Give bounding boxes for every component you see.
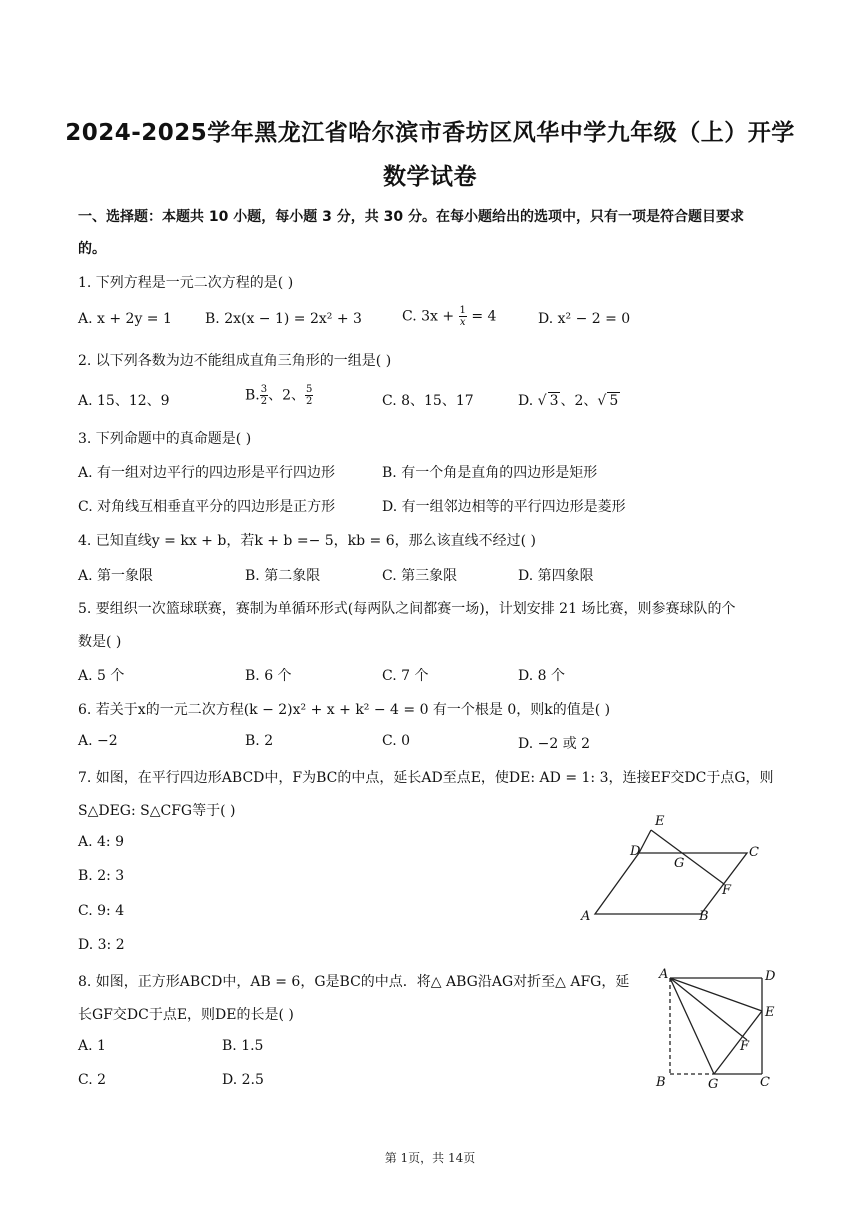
fraction-denominator: 2 (260, 396, 268, 407)
page-footer: 第 1页，共 14页 (384, 1151, 476, 1165)
q6-option-a: A. −2 (78, 733, 118, 749)
q8-label-f: F (740, 1039, 750, 1054)
q8-label-a: A (659, 967, 669, 982)
q8-label-d: D (765, 969, 776, 984)
q2-option-d-mid: 、2、 (560, 393, 598, 409)
q2-option-b-fraction-2 (305, 384, 313, 407)
q8-label-g: G (708, 1077, 719, 1092)
q1-option-c (402, 305, 496, 328)
sqrt-radicand: 5 (609, 393, 619, 409)
q6-option-c: C. 0 (382, 733, 411, 749)
q8-option-d: D. 2.5 (222, 1072, 264, 1088)
fraction-numerator: 5 (306, 384, 313, 395)
q8-stem-cont: 长GF交DC于点E，则DE的长是( ) (78, 1007, 294, 1023)
q8-label-e: E (765, 1005, 775, 1020)
q7-label-f: F (722, 883, 732, 898)
q6-option-b: B. 2 (245, 733, 274, 749)
q7-label-c: C (749, 845, 759, 860)
q2-option-a: A. 15、12、9 (78, 393, 170, 409)
fraction-numerator: 3 (260, 384, 268, 395)
q3-stem: 3. 下列命题中的真命题是( ) (78, 431, 252, 447)
q5-option-d: D. 8 个 (518, 668, 565, 684)
q8-stem: 8. 如图，正方形ABCD中，AB = 6，G是BC的中点．将△ ABG沿AG对折至△ AFG，延 (78, 974, 630, 990)
q4-option-b: B. 第二象限 (245, 568, 321, 584)
q1-option-d: D. x² − 2 = 0 (538, 311, 631, 327)
q1-option-a: A. x + 2y = 1 (78, 311, 172, 327)
q2-stem: 2. 以下列各数为边不能组成直角三角形的一组是( ) (78, 353, 392, 369)
fraction-denominator: x (459, 317, 466, 328)
q4-option-a: A. 第一象限 (78, 568, 154, 584)
sqrt-radicand: 3 (549, 393, 559, 409)
q2-option-b-pre: B. (245, 387, 260, 404)
q4-option-c: C. 第三象限 (382, 568, 458, 584)
q3-option-a: A. 有一组对边平行的四边形是平行四边形 (78, 465, 336, 481)
q1-option-c-pre: C. 3x + (402, 308, 459, 325)
q7-option-c: C. 9: 4 (78, 903, 125, 919)
q5-stem-cont: 数是( ) (78, 634, 122, 650)
q2-option-b (245, 384, 313, 407)
q7-label-g: G (674, 856, 685, 871)
q7-label-e: E (655, 814, 665, 829)
q2-option-c: C. 8、15、17 (382, 393, 474, 409)
q7-option-a: A. 4: 9 (78, 834, 124, 850)
section1-heading: 一、选择题：本题共 10 小题，每小题 3 分，共 30 分。在每小题给出的选项中，只有一项是符合题目要求 (78, 209, 744, 225)
fraction-numerator: 1 (459, 305, 466, 316)
page-title-line2: 数学试卷 (383, 164, 477, 190)
q4-stem: 4. 已知直线y = kx + b，若k + b =− 5，kb = 6，那么该直线不经过( ) (78, 533, 537, 549)
q8-option-b: B. 1.5 (222, 1038, 264, 1054)
q8-option-c: C. 2 (78, 1072, 107, 1088)
q5-option-c: C. 7 个 (382, 668, 429, 684)
q8-label-b: B (656, 1075, 666, 1090)
page-title-line1: 2024-2025学年黑龙江省哈尔滨市香坊区风华中学九年级（上）开学 (65, 120, 795, 146)
q7-label-b: B (699, 909, 709, 924)
q8-square-figure (650, 962, 790, 1092)
q1-stem: 1. 下列方程是一元二次方程的是( ) (78, 275, 294, 291)
q6-stem: 6. 若关于x的一元二次方程(k − 2)x² + x + k² − 4 = 0 有一个根是 0，则k的值是( ) (78, 702, 611, 718)
q7-stem: 7. 如图，在平行四边形ABCD中，F为BC的中点，延长AD至点E，使DE: AD = 1: 3，连接EF交DC于点G，则 (78, 770, 774, 786)
q5-option-b: B. 6 个 (245, 668, 292, 684)
q2-option-d-pre: D. (518, 393, 538, 409)
q7-label-a: A (581, 909, 591, 924)
q1-option-b: B. 2x(x − 1) = 2x² + 3 (205, 311, 362, 327)
q2-option-d: D. √ 3 、2、√ 5 (518, 393, 619, 409)
q6-option-d: D. −2 或 2 (518, 736, 591, 752)
q7-parallelogram-figure (575, 808, 775, 928)
q2-option-b-fraction-1 (260, 384, 268, 407)
q4-option-d: D. 第四象限 (518, 568, 594, 584)
q1-option-c-post: = 4 (466, 308, 497, 325)
q8-option-a: A. 1 (78, 1038, 106, 1054)
q3-option-c: C. 对角线互相垂直平分的四边形是正方形 (78, 499, 336, 515)
fraction-denominator: 2 (306, 396, 313, 407)
q3-option-d: D. 有一组邻边相等的平行四边形是菱形 (382, 499, 626, 515)
q8-label-c: C (760, 1075, 770, 1090)
q7-label-d: D (630, 844, 641, 859)
q7-stem-cont: S△DEG: S△CFG等于( ) (78, 803, 236, 819)
q3-option-b: B. 有一个角是直角的四边形是矩形 (382, 465, 598, 481)
q7-option-d: D. 3: 2 (78, 937, 125, 953)
q5-option-a: A. 5 个 (78, 668, 125, 684)
q1-option-c-fraction (459, 305, 467, 328)
q2-option-b-mid: 、2、 (268, 387, 306, 404)
q7-option-b: B. 2: 3 (78, 868, 125, 884)
section1-heading-cont: 的。 (78, 241, 106, 257)
q5-stem: 5. 要组织一次篮球联赛，赛制为单循环形式(每两队之间都赛一场)，计划安排 21 场比赛，则参赛球队的个 (78, 601, 736, 617)
